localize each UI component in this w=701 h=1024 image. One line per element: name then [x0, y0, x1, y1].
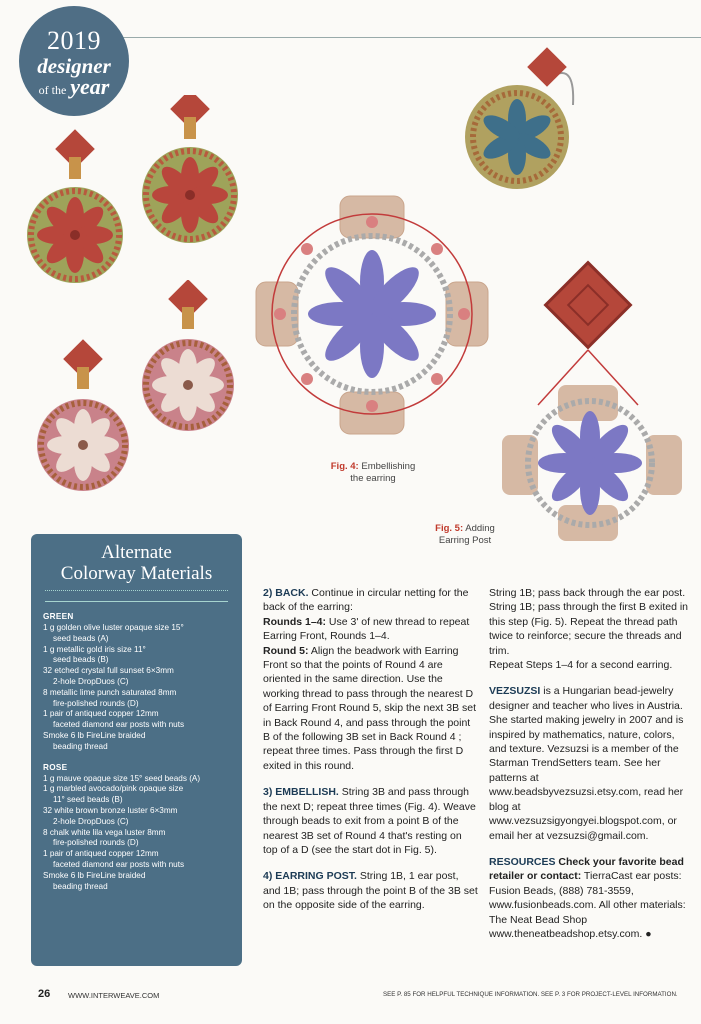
badge-year: 2019 — [47, 26, 101, 55]
list-item: 1 g marbled avocado/pink opaque size 11° seed beads (B) — [43, 784, 184, 805]
blue-earring-photo — [455, 45, 595, 195]
list-item: 1 g metallic gold iris size 11° seed beads (B) — [43, 644, 146, 665]
page-number: 26 — [38, 988, 51, 1000]
designer-bio: VEZSUZSI is a Hungarian bead-jewelry designer and teacher who lives in Austria. She started making jewelry in 2007 and is inspired by mathematics, nature, colors, and texture. Vezsuzsi is a member of the Starman TrendSetters team. See her patterns at www.beadsbyvezsuzsi.etsy.com, read her blog at www.vezsuzsigyongyei.blogspot.com, or email her at vezsuzsi@gmail.com. — [489, 685, 684, 842]
resources: RESOURCES Check your favorite bead retailer or contact: TierraCast ear posts: Fusion Beads, (888) 781-3559, www.fusionbeads.com. All other materials: The Neat Bead Shop www.theneatbeadshop.etsy.com. ● — [489, 855, 686, 940]
list-item: 32 etched crystal full sunset 6×3mm 2-hole DropDuos (C) — [43, 666, 174, 686]
list-item: 1 pair of antiqued copper 12mm faceted diamond ear posts with nuts — [43, 849, 185, 869]
green-heading: GREEN — [43, 612, 74, 621]
footer-note: SEE P. 85 FOR HELPFUL TECHNIQUE INFORMATION. SEE P. 3 FOR PROJECT-LEVEL INFORMATION. — [383, 991, 678, 998]
fig4-caption: Fig. 4: Embellishing the earring — [330, 461, 416, 484]
list-item: 8 chalk white lila vega luster 8mm fire-polished rounds (D) — [43, 827, 166, 848]
list-item: Smoke 6 lb FireLine braided beading thread — [43, 730, 146, 751]
box-title: Alternate Colorway Materials — [60, 542, 213, 584]
list-item: 1 g mauve opaque size 15° seed beads (A) — [43, 773, 201, 783]
list-item: 1 pair of antiqued copper 12mm faceted diamond ear posts with nuts — [43, 709, 185, 730]
back-step: 2) BACK. Continue in circular netting for the back of the earring: Rounds 1–4: Use 3' of new thread to repeat Earring Front, Rounds 1–4. Round 5: Align the beadwork with Earring Front so that the points of Round 4 are oriented in the same direction. Use the working thread to pass through the nearest D of Earring Front Round 5, skip the next 3B set in Back Round 4, and pass through the point B of the following 3B set in Back Round 4 ; repeat three times. Pass through the first D exited in this round. — [263, 587, 477, 772]
rose-earrings-photo — [28, 280, 248, 515]
header-rule — [120, 37, 701, 38]
instructions-column-2 — [489, 586, 692, 953]
footer-site: WWW.INTERWEAVE.COM — [68, 991, 160, 1000]
earring-post-step: 4) EARRING POST. String 1B, 1 ear post, and 1B; pass through the point B of the 3B set on the opposite side of the earring. — [263, 870, 478, 912]
step-continued: String 1B; pass back through the ear post. String 1B; pass through the first B exited in this step (Fig. 5). Repeat the thread path twice to reinforce; secure the threads and trim. Repeat Steps 1–4 for a second earring. — [489, 587, 689, 672]
list-item: 8 metallic lime punch saturated 8mm fire-polished rounds (D) — [43, 687, 177, 708]
list-item: Smoke 6 lb FireLine braided beading thread — [43, 870, 146, 891]
decorative-rule — [45, 590, 228, 602]
instructions-column-1 — [263, 586, 478, 925]
rose-heading: ROSE — [43, 762, 68, 772]
fig5-caption: Fig. 5: Adding Earring Post — [435, 523, 495, 546]
alternate-colorway-box — [31, 534, 242, 966]
fig5-diagram — [498, 255, 688, 555]
list-item: 32 white brown bronze luster 6×3mm 2-hole DropDuos (C) — [43, 805, 178, 826]
badge-designer: designer — [37, 54, 111, 78]
fig4-diagram — [252, 192, 492, 452]
green-earrings-photo — [20, 95, 255, 290]
embellish-step: 3) EMBELLISH. String 3B and pass through the next D; repeat three times (Fig. 4). Weave through beads to exit from a point B of the nearest 3B set of Round 4 that's resting on top of a D (see the start dot in Fig. 5). — [263, 786, 476, 856]
list-item: 1 g golden olive luster opaque size 15° seed beads (A) — [43, 623, 184, 643]
badge-of-the-year: of the year — [38, 74, 110, 99]
